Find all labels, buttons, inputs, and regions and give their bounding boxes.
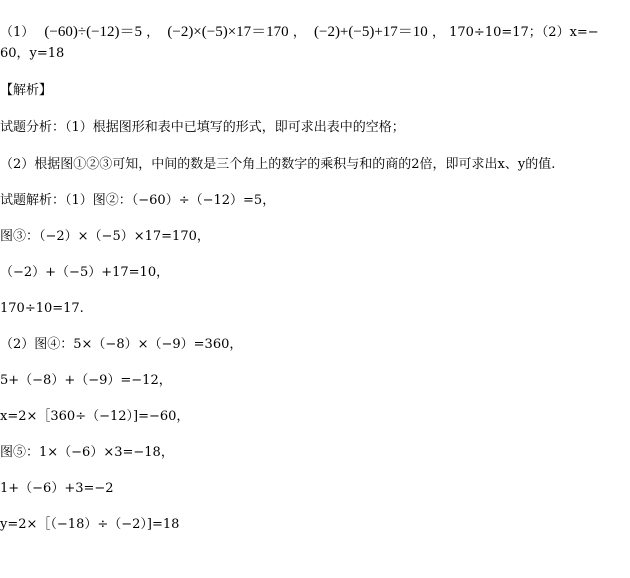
analysis-heading: 【解析】 xyxy=(0,83,53,98)
solution-line: y=2×［（−18）÷（−2）]=18 xyxy=(0,517,180,532)
solution-line: x=2×［360÷（−12）]=−60， xyxy=(0,409,190,424)
solution-line: 170÷10=17. xyxy=(0,301,84,316)
answer-line-2: 60，y=18 xyxy=(0,46,65,61)
solution-line: 图③：（−2）×（−5）×17=170， xyxy=(0,229,210,244)
answer-part-label: （1） xyxy=(0,25,35,40)
solution-line: 图⑤：1×（−6）×3=−18， xyxy=(0,445,174,460)
solution-line: （−2）+（−5）+17=10， xyxy=(0,265,170,280)
solution-line: 1+（−6）+3=−2 xyxy=(0,481,114,496)
answer-line-1 xyxy=(0,24,599,41)
analysis-line: 试题分析：（1）根据图形和表中已填写的形式，即可求出表中的空格； xyxy=(0,120,405,135)
answer-sep-1: ， xyxy=(146,25,160,40)
analysis-line: （2）根据图①②③可知，中间的数是三个角上的数字的乘积与和的商的2倍，即可求出x、y的值. xyxy=(0,157,556,172)
solution-line: （2）图④：5×（−8）×（−9）=360， xyxy=(0,337,243,352)
answer-expr-4: 170÷10=17；（2）x=− xyxy=(449,25,599,40)
solution-line: 试题解析：（1）图②：（−60）÷（−12）=5， xyxy=(0,193,276,208)
answer-sep-2: ， xyxy=(292,25,306,40)
answer-expr-3: (−2)+(−5)+17＝10 xyxy=(313,24,428,40)
answer-expr-2: (−2)×(−5)×17＝170 xyxy=(167,24,289,40)
answer-expr-1: (−60)÷(−12)＝5 xyxy=(44,24,143,40)
solution-line: 5+（−8）+（−9）=−12， xyxy=(0,373,172,388)
answer-sep-3: ， xyxy=(431,25,445,40)
